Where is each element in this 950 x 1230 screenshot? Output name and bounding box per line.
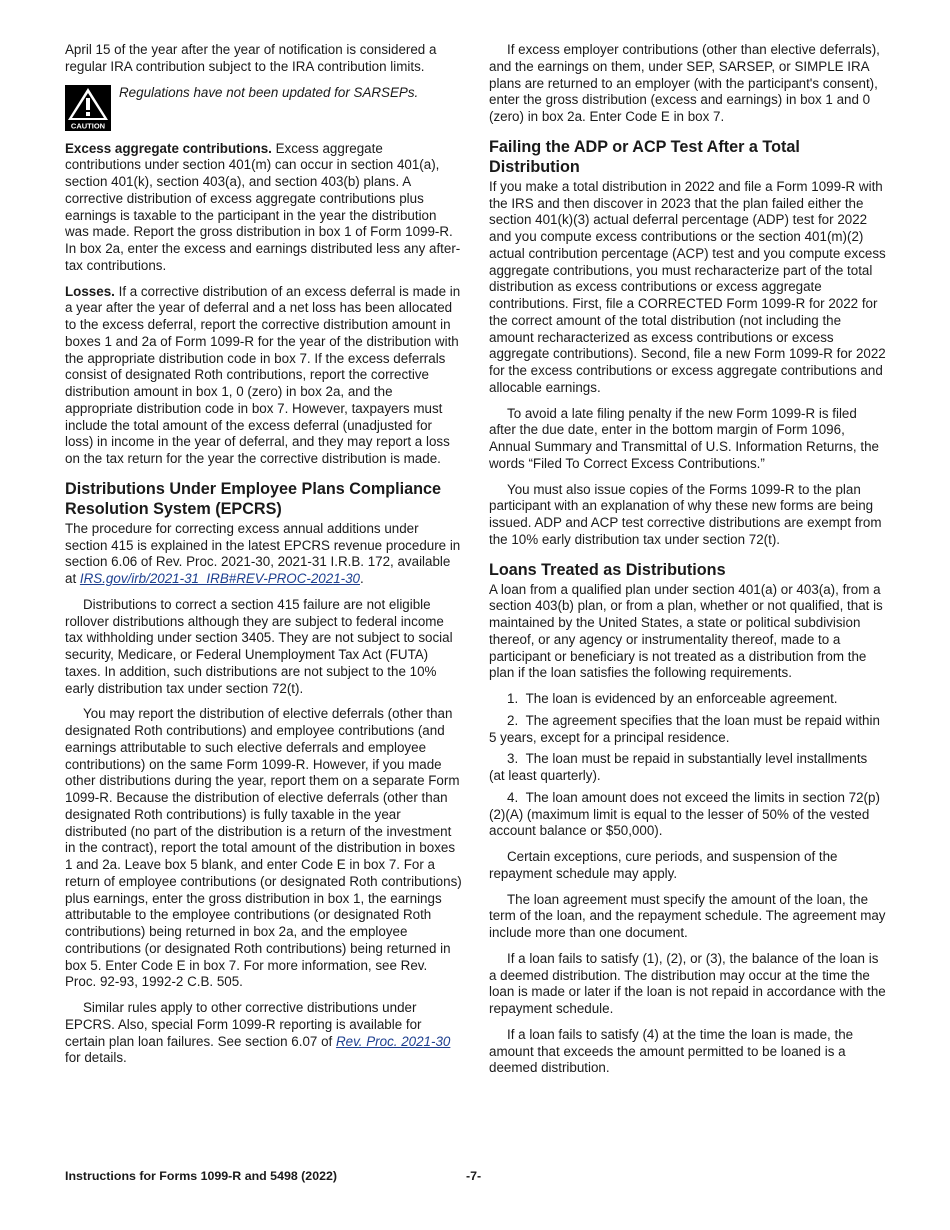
left-column [65,42,462,1076]
requirement-item-2: 2. The agreement specifies that the loan must be repaid within 5 years, except for a principal residence. [489,712,880,745]
loans-paragraph-4: If a loan fails to satisfy (1), (2), or (3), the balance of the loan is a deemed distribution. The distribution may occur at the time the loan is made or later if the loan is not repaid in accordance with the repayment schedule. [489,950,886,1016]
epcrs-paragraph-2: Distributions to correct a section 415 failure are not eligible rollover distributions although they are subject to federal income tax withholding under section 3405. They are not subject to social security, Medicare, or Federal Unemployment Tax Act (FUTA) taxes. In addition, such distributions are not subject to the 10% early distribution tax under section 72(t). [65,596,453,696]
irb-link[interactable]: IRS.gov/irb/2021-31_IRB#REV-PROC-2021-30 [79,571,360,586]
epcrs-p4-text: Similar rules apply to other corrective distributions under EPCRS. Also, special Form 1099-R reporting is available for certain plan loan failures. See section 6.07 of [65,1000,422,1049]
excess-aggregate-text: Excess aggregate contributions under section 401(m) can occur in section 401(a), section 401(k), section 403(a), and section 403(b) plans. A corrective distribution of excess aggregate contributions plus earnings is taxable to the participant in the year the distribution was made. Report the gross distribution in box 1 of Form 1099-R. In box 2a, enter the excess and earnings distributed less any after-tax contributions. [65,140,461,273]
adp-paragraph-2: To avoid a late filing penalty if the new Form 1099-R is filed after the due date, enter in the bottom margin of Form 1096, Annual Summary and Transmittal of U.S. Information Returns, the words “Filed To Correct Excess Contributions.” [489,405,879,471]
losses-text: If a corrective distribution of an excess deferral is made in a year after the year of deferral and a net loss has been allocated to the excess deferral, report the corrective distribution amount in boxes 1 and 2a of Form 1099-R for the year of the distribution with the appropriate distribution code in box 7. If the excess deferrals consist of designated Roth contributions, report the corrective distribution amount in box 1, 0 (zero) in box 2a, and the appropriate distribution code in box 7. However, taxpayers must include the total amount of the excess deferral (unadjusted for loss) in income in the year of deferral, and they may report a loss on the tax return for the year the corrective distribution is made. [65,283,461,466]
intro-paragraph: April 15 of the year after the year of notification is considered a regular IRA contribution subject to the IRA contribution limits. [65,42,437,74]
adp-paragraph-3: You must also issue copies of the Forms 1099-R to the plan participant with an explanation of why these new forms are being issued. ADP and ACP test corrective distributions are exempt from the 10% early distribution tax under section 72(t). [489,481,882,547]
excess-aggregate-paragraph [65,141,462,275]
loans-paragraph-3: The loan agreement must specify the amount of the loan, the term of the loan, and the repayment schedule. The agreement may include more than one document. [489,891,886,940]
loans-paragraph-2: Certain exceptions, cure periods, and suspension of the repayment schedule may apply. [489,849,838,881]
loans-heading: Loans Treated as Distributions [489,560,726,579]
page-footer [65,1168,886,1185]
losses-paragraph [65,284,462,468]
epcrs-heading: Distributions Under Employee Plans Compliance Resolution System (EPCRS) [65,479,441,518]
epcrs-p1-text: The procedure for correcting excess annual additions under section 415 is explained in the latest EPCRS revenue procedure in section 6.06 of Rev. Proc. 2021-30, 2021-31 I.R.B. 172, available at [65,520,461,586]
adp-paragraph-1: If you make a total distribution in 2022 and file a Form 1099-R with the IRS and then discover in 2023 that the plan failed either the section 401(k)(3) actual deferral percentage (ADP) test for 2022 and you compute excess contributions or the section 401(m)(2) actual contribution percentage (ACP) test and you compute excess aggregate contributions, you must recharacterize part of the total distribution as excess contributions or excess aggregate contributions. First, file a CORRECTED Form 1099-R for 2022 for the correct amount of the total distribution (not including the amount recharacterized as excess contributions or excess aggregate contributions). Second, file a new Form 1099-R for 2022 for the excess contributions or excess aggregate contributions and allocable earnings. [489,178,886,395]
footer-title: Instructions for Forms 1099-R and 5498 (2022) [65,1169,337,1183]
sep-paragraph: If excess employer contributions (other than elective deferrals), and the earnings on them, under SEP, SARSEP, or SIMPLE IRA plans are returned to an employer (with the participant's consent), enter the gross distribution (excess and earnings) in box 1 and 0 (zero) in box 2a. Enter Code E in box 7. [489,42,880,124]
caution-label: CAUTION [70,121,106,130]
caution-note [65,85,462,131]
caution-text: Regulations have not been updated for SARSEPs. [119,84,419,100]
loans-paragraph-1: A loan from a qualified plan under section 401(a) or 403(a), from a section 403(b) plan, or from a plan, whether or not qualified, that is maintained by the United States, a state or political subdivision thereof, or any agency or instrumentality thereof, made to a participant or beneficiary is not treated as a distribution from the plan if the loan satisfies the following requirements. [489,581,883,681]
epcrs-paragraph-4 [65,1000,462,1067]
requirement-item-3: 3. The loan must be repaid in substantially level installments (at least quarterly). [489,751,868,783]
adp-acp-heading: Failing the ADP or ACP Test After a Total Distribution [489,137,800,176]
epcrs-p1-end: . [360,571,364,586]
requirement-item-1: 1. The loan is evidenced by an enforceable agreement. [507,691,838,706]
requirement-item-4: 4. The loan amount does not exceed the limits in section 72(p)(2)(A) (maximum limit is equal to the lesser of 50% of the vested account balance or $50,000). [489,789,880,839]
epcrs-p4-end: for details. [65,1050,127,1066]
caution-icon [65,85,111,131]
page-number: -7- [466,1169,482,1183]
loans-paragraph-5: If a loan fails to satisfy (4) at the time the loan is made, the amount that exceeds the amount permitted to be loaned is a deemed distribution. [489,1026,854,1076]
epcrs-paragraph-1 [65,521,462,588]
right-column [489,42,886,1086]
epcrs-paragraph-3: You may report the distribution of elective deferrals (other than designated Roth contributions) and employee contributions (and earnings attributable to such elective deferrals and employee contributions) on the same Form 1099-R. However, if you made other distributions during the year, report them on a separate Form 1099-R. Because the distribution of elective deferrals (other than designated Roth contributions) is fully taxable in the year distributed (no part of the distribution is a return of the investment in the contract), report the total amount of the distribution in boxes 1 and 2a. Leave box 5 blank, and enter Code E in box 7. For a return of employee contributions (or designated Roth contributions) plus earnings, enter the gross distribution in box 1, the earnings attributable to the employee contributions (or designated Roth contributions) being returned in box 2a, and the employee contributions (or designated Roth contributions) being returned in box 5. Enter Code E in box 7. For more information, see Rev. Proc. 92-93, 1992-2 C.B. 505. [65,706,462,990]
rev-proc-link[interactable]: Rev. Proc. 2021-30 [335,1033,451,1049]
excess-aggregate-lead: Excess aggregate contributions. [65,140,272,156]
losses-lead: Losses. [65,283,115,299]
